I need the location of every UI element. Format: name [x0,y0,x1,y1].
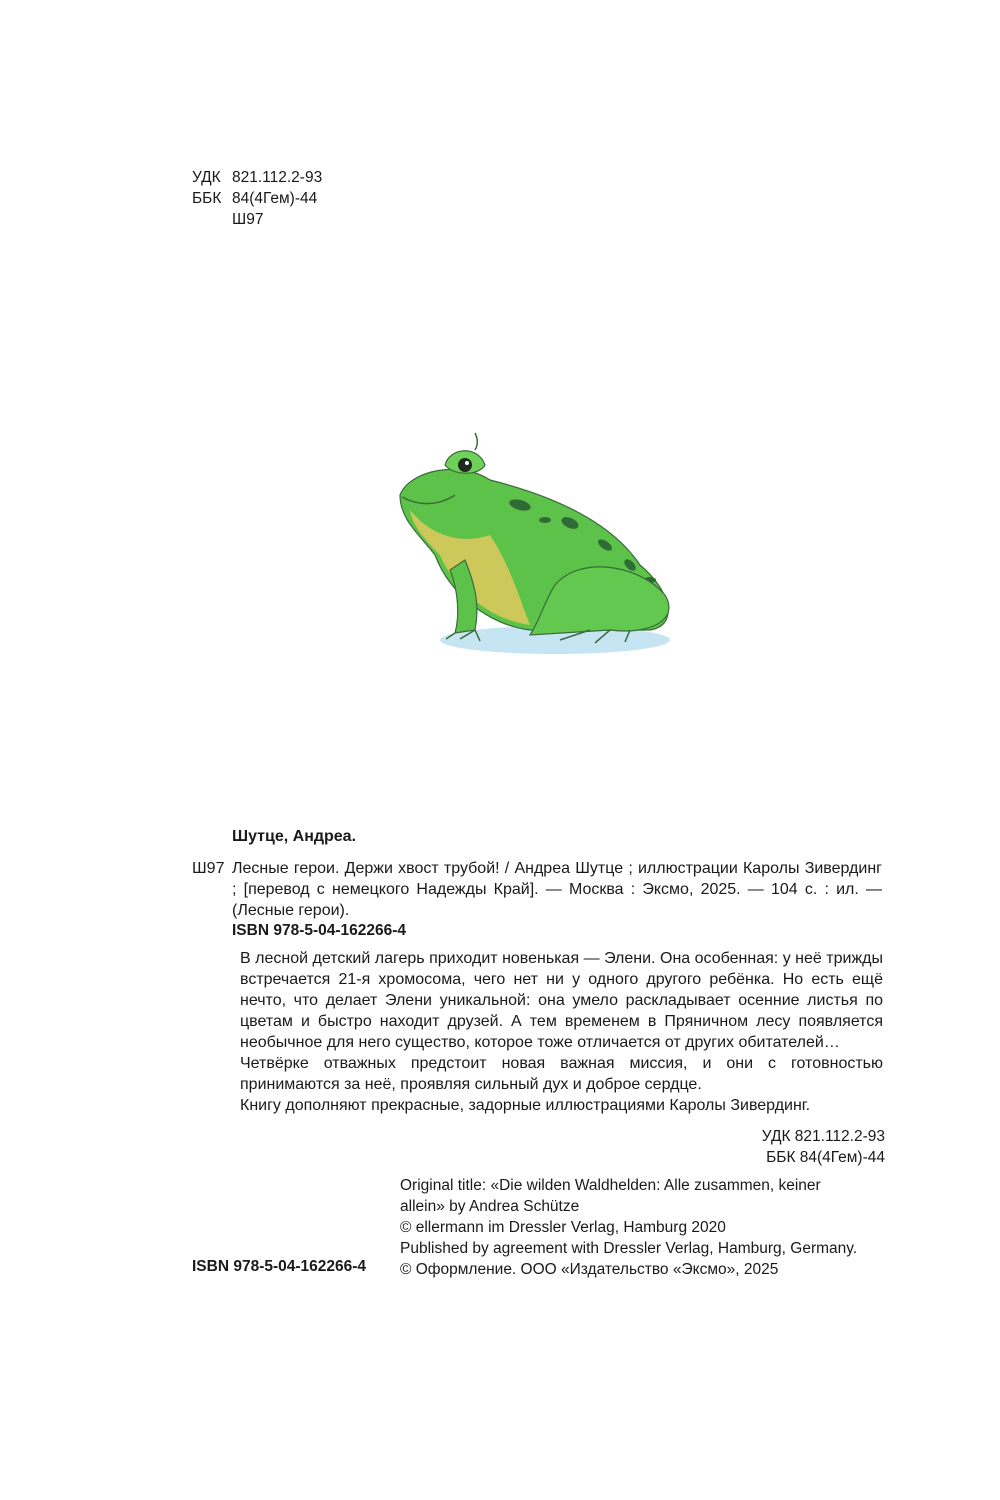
author-heading: Шутце, Андреа. [232,828,357,845]
author-sign: Ш97 [232,211,264,228]
copyright-line: © ellermann im Dressler Verlag, Hamburg 2020 [400,1219,726,1236]
annotation-paragraph-2: Четвёрке отважных предстоит новая важная миссия, и они с готовностью принимаются за неё, проявляя сильный дух и доброе сердце. [240,1055,883,1093]
udk-row [192,167,322,188]
bbk-line: ББК 84(4Гем)-44 [766,1149,885,1166]
agreement-line: Published by agreement with Dressler Verlag, Hamburg, Germany. [400,1240,858,1257]
bbk-value: 84(4Гем)-44 [232,190,318,207]
original-title-line: Original title: «Die wilden Waldhelden: Alle zusammen, keiner [400,1177,821,1194]
design-copyright-line: © Оформление. ООО «Издательство «Эксмо», 2025 [400,1261,779,1278]
bibliographic-record [192,858,882,921]
annotation-paragraph-1: В лесной детский лагерь приходит новенькая — Элени. Она особенная: у неё трижды встречается 21-я хромосома, чего нет ни у одного другого ребёнка. Но есть ещё нечто, что делает Элени уникальной: она умело раскладывает осенние листья по цветам и быстро находит друзей. А тем временем в Пряничном лесу появляется необычное для него существо, которое тоже отличается от других обитателей… [240,950,883,1051]
original-title-line-2: allein» by Andrea Schütze [400,1198,580,1215]
udk-label: УДК [192,169,221,186]
isbn-bottom: ISBN 978-5-04-162266-4 [192,1258,367,1275]
isbn-catalog: ISBN 978-5-04-162266-4 [232,922,407,939]
bbk-label: ББК [192,190,222,207]
udk-line: УДК 821.112.2-93 [761,1128,885,1145]
udk-value: 821.112.2-93 [232,169,323,186]
bbk-row [192,188,322,209]
frog-illustration [380,425,700,670]
annotation [240,948,883,1116]
catalog-sign: Ш97 [192,860,225,877]
classification-block [192,167,322,230]
rights-block [400,1175,890,1280]
annotation-paragraph-3: Книгу дополняют прекрасные, задорные иллюстрациями Каролы Зивердинг. [240,1097,811,1114]
bibliographic-description: Лесные герои. Держи хвост трубой! / Андреа Шутце ; иллюстрации Каролы Зивердинг ; [перевод с немецкого Надежды Край]. — Москва : Эксмо, 2025. — 104 с. : ил. — (Лесные герои). [232,860,882,919]
author-sign-row [192,209,322,230]
classification-codes-bottom [740,1126,885,1168]
frog-eye [458,458,472,472]
